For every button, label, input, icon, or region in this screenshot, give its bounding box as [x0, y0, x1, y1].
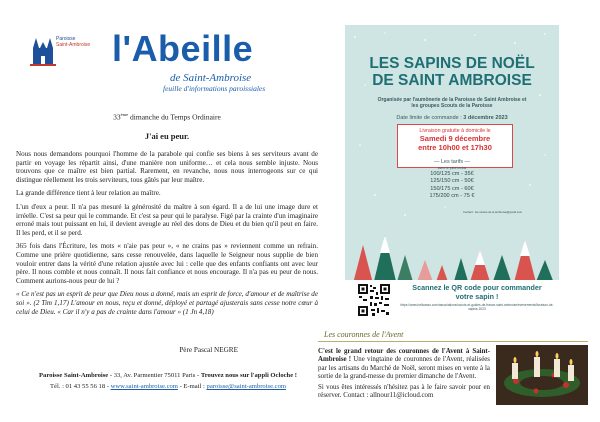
price-item: 100/125 cm - 35€	[430, 171, 474, 177]
footer-tel: Tél. : 01 43 55 56 18 -	[49, 383, 111, 390]
logo-text-bottom: Saint-Ambroise	[56, 42, 91, 48]
price-item: 125/150 cm - 50€	[430, 178, 474, 185]
price-item: 150/175 cm - 60€	[430, 185, 474, 192]
poster-title-line-2: DE SAINT AMBROISE	[372, 72, 532, 89]
poster-date-label: Date limite de commande :	[396, 115, 464, 121]
advent-wreath-photo	[496, 345, 588, 405]
footer-address: - 33, Av. Parmentier 75011 Paris -	[108, 372, 201, 379]
homily-title: J'ai eu peur.	[144, 131, 190, 141]
couronnes-title: Les couronnes de l'Avent	[324, 330, 404, 339]
couronnes-paragraph-1-rest: Une vingtaine de couronnes de l'Avent, réalisées par les artisans du Marché de Noël, seront mises en vente à la sortie de la grand-messe du premier dimanche de l'Avent.	[318, 356, 490, 380]
homily-paragraph-3: L'un d'eux a peur. Il n'a pas mesuré la générosité du maître à son égard. Il a de lui une image dure et irréelle. C'est sa peur qui le commande. Et c'est sa peur qui le paralyse. Figé par la crainte d'un imaginaire erroné mais tout puissant en lui, il devient aveugle au réel des dons de Dieu et du bien qu'il peut en faire. Il les perd, et il se perd.	[16, 202, 318, 237]
couronnes-paragraph-1	[318, 348, 490, 381]
newsletter-tagline: feuille d'informations paroissiales	[163, 84, 266, 93]
qr-url-link[interactable]: https://www.helloasso.com/associations/scouts-et-guides-de-france-saint-ambroise/evenements/livraison-de-sapins-2023	[400, 303, 554, 311]
poster-organizers	[345, 97, 559, 110]
poster-title	[345, 55, 559, 89]
footer-line-1	[14, 372, 322, 379]
newsletter-title: l'Abeille	[112, 28, 254, 69]
homily-paragraph-1: Nous nous demandons pourquoi l'homme de la parabole qui confie ses biens à ses serviteurs avant de partir en voyage les répartit ainsi, d'une manière non uniforme… et cela nous semble injuste. Nous trouvons que ce maître est bien partial. Rarement, en revanche, nous nous interrogeons sur ce qui distingue réellement les trois serviteurs, tous gâtés par leur maître.	[16, 150, 318, 184]
homily-paragraph-4: 365 fois dans l'Écriture, les mots « n'aie pas peur », « ne crains pas » reviennent comme un refrain. Comme une prière quotidienne, sans cesse renouvelée, dans laquelle le Seigneur nous supplie de bien vouloir entrer dans la vérité d'une relation ajustée avec lui : celle que des enfants confiants ont avec leur père. Il nous comble et nous connaît. Il nous fait confiance et nous encourage. Il n'a pas eu peur de nous. Comment aurions-nous peur de lui ?	[16, 242, 318, 285]
qr-line-1: Scannez le QR code pour commander	[412, 283, 542, 292]
sunday-number: 33	[113, 112, 121, 122]
delivery-line-2: Samedi 9 décembre	[419, 134, 491, 143]
footer-email-prefix: - E-mail :	[177, 383, 207, 390]
footer-app: Trouvez nous sur l'appli Ocloche !	[200, 372, 297, 379]
price-list	[345, 171, 559, 201]
qr-code-icon[interactable]	[357, 283, 391, 317]
poster-deadline	[345, 115, 559, 121]
qr-line-2: votre sapin !	[455, 291, 499, 301]
homily-quote: « Ce n'est pas un esprit de peur que Dieu nous a donné, mais un esprit de force, d'amour et de maîtrise de soi ». (2 Tim 1,17) L'amour en nous, reçu et donné, déployé et partagé ajusterais sans cesse notre cœur à celui de Dieu. « Car il n'y a pas de crainte dans l'amour » (1 Jn 4,18)	[16, 290, 318, 316]
delivery-line-1: Livraison gratuite à domicile le	[419, 128, 491, 134]
footer-line-2	[14, 383, 322, 390]
couronnes-bold-intro: C'est le grand retour des couronnes de l'Avent à Saint-Ambroise !	[318, 348, 490, 364]
delivery-line-3: entre 10h00 et 17h30	[418, 143, 492, 152]
tarifs-subtitle: avec le pied inclus	[437, 166, 467, 170]
sunday-heading	[16, 112, 318, 122]
logo-text	[56, 36, 90, 48]
poster-org-line-1: Organisée par l'aumônerie de la Paroisse de Saint Ambroise et	[377, 97, 527, 103]
couronnes-paragraph-2: Si vous êtes intéressés n'hésitez pas à le faire savoir pour en réserver. Contact : allnour11@icloud.com	[318, 384, 490, 400]
homily-body	[16, 150, 318, 321]
poster-org-line-2: les groupes Scouts de la Paroisse	[411, 103, 493, 110]
footer-parish: Paroisse Saint-Ambroise	[39, 372, 109, 379]
price-item: 175/200 cm - 75 €	[429, 193, 475, 200]
logo-text-top: Paroisse	[56, 36, 76, 42]
qr-call-to-action	[397, 284, 557, 301]
poster-date-value: 3 décembre 2023	[463, 115, 508, 121]
newsletter-subtitle: de Saint-Ambroise	[170, 72, 252, 84]
tarifs-title: — Les tarifs —	[433, 159, 471, 165]
footer-website-link[interactable]: www.saint-ambroise.com	[110, 383, 178, 390]
footer-email-link[interactable]: paroisse@saint-ambroise.com	[206, 383, 287, 390]
poster-contact[interactable]: Contact : les.scouts.de.st.ambroise@gmail.com	[463, 210, 523, 214]
couronnes-body	[318, 348, 490, 404]
sunday-rest: dimanche du Temps Ordinaire	[128, 112, 221, 122]
poster-title-line-1: LES SAPINS DE NOËL	[369, 55, 535, 72]
homily-paragraph-2: La grande différence tient à leur relation au maître.	[16, 189, 161, 198]
homily-signature: Père Pascal NEGRE	[179, 346, 238, 354]
sunday-sup: ème	[120, 112, 129, 117]
